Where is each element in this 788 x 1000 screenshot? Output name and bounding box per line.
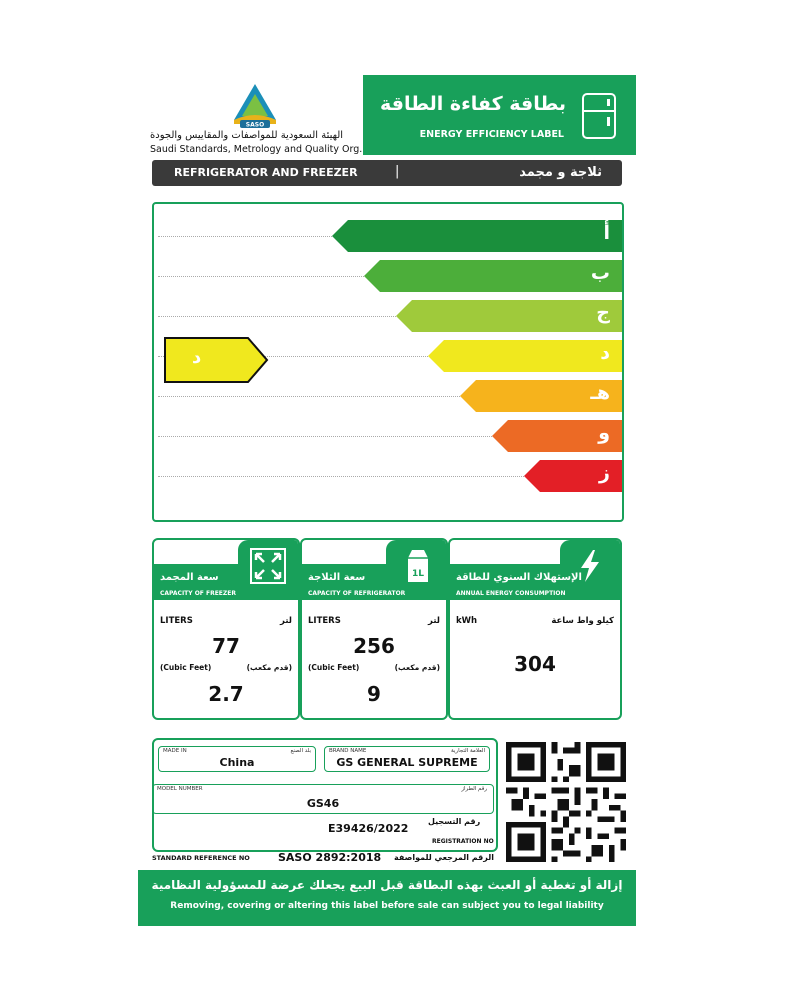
class-c-arrow bbox=[396, 300, 622, 332]
category-bar bbox=[152, 160, 622, 186]
registration-label-en: REGISTRATION NO bbox=[432, 838, 494, 845]
freezer-unit-ar: لتر bbox=[280, 616, 292, 626]
warning-en: Removing, covering or altering this label before sale can subject you to legal liability bbox=[170, 901, 604, 911]
freezer-unit-en: LITERS bbox=[160, 616, 193, 626]
refrigerator-title-en: CAPACITY OF REFRIGERATOR bbox=[308, 590, 406, 597]
brand-value: GS GENERAL SUPREME bbox=[336, 756, 478, 769]
made-in-label-en: MADE IN bbox=[163, 748, 187, 754]
class-e-label: هـ bbox=[590, 382, 610, 404]
class-b-arrow bbox=[364, 260, 622, 292]
class-f-label: و bbox=[598, 422, 610, 444]
refrigerator-liters: 256 bbox=[353, 634, 395, 658]
refrigerator-cf-en: (Cubic Feet) bbox=[308, 663, 360, 672]
refrigerator-unit-en: LITERS bbox=[308, 616, 341, 626]
refrigerator-unit-ar: لتر bbox=[428, 616, 440, 626]
org-name-ar: الهيئة السعودية للمواصفات والمقاييس والجودة bbox=[150, 130, 344, 141]
refrigerator-capacity-box bbox=[300, 538, 448, 720]
logo-text: SASO bbox=[245, 121, 265, 128]
standard-label-ar: الرقم المرجعي للمواصفة bbox=[394, 853, 494, 862]
energy-unit-ar: كيلو واط ساعة bbox=[551, 616, 614, 626]
expand-arrows-icon bbox=[250, 548, 286, 584]
freezer-title-ar: سعة المجمد bbox=[160, 572, 219, 583]
refrigerator-title-ar: سعة الثلاجة bbox=[308, 572, 366, 583]
class-b-label: ب bbox=[590, 262, 610, 284]
model-field bbox=[152, 784, 494, 814]
label-header bbox=[363, 75, 636, 155]
freezer-title-en: CAPACITY OF FREEZER bbox=[160, 590, 236, 597]
brand-field bbox=[324, 746, 490, 772]
brand-label-ar: العلامة التجارية bbox=[450, 748, 485, 754]
freezer-cubic-feet: 2.7 bbox=[208, 682, 244, 706]
saso-logo-icon bbox=[230, 80, 280, 128]
class-a-arrow bbox=[332, 220, 622, 252]
freezer-liters: 77 bbox=[212, 634, 240, 658]
energy-unit-en: kWh bbox=[456, 616, 478, 626]
refrigerator-cubic-feet: 9 bbox=[367, 682, 381, 706]
fridge-icon bbox=[582, 93, 616, 139]
model-value: GS46 bbox=[306, 797, 340, 810]
legal-warning-footer bbox=[138, 870, 636, 926]
class-a-label: أ bbox=[603, 222, 610, 244]
svg-text:1L: 1L bbox=[412, 569, 424, 579]
rating-indicator bbox=[164, 337, 269, 383]
made-in-label-ar: بلد الصنع bbox=[290, 748, 311, 754]
category-ar: ثلاجة و مجمد bbox=[519, 165, 602, 180]
class-g-label: ز bbox=[599, 462, 610, 484]
milk-carton-icon bbox=[398, 548, 434, 584]
category-en: REFRIGERATOR AND FREEZER bbox=[174, 166, 358, 179]
freezer-capacity-box bbox=[152, 538, 300, 720]
class-d-arrow bbox=[428, 340, 622, 372]
class-d-label: د bbox=[600, 342, 610, 364]
brand-label-en: BRAND NAME bbox=[329, 748, 367, 754]
label-title-en: ENERGY EFFICIENCY LABEL bbox=[419, 129, 564, 140]
model-label-ar: رقم الطراز bbox=[461, 786, 487, 792]
efficiency-scale bbox=[152, 202, 624, 522]
energy-label bbox=[138, 72, 636, 926]
energy-value: 304 bbox=[514, 652, 556, 676]
org-name-en: Saudi Standards, Metrology and Quality Org. bbox=[150, 144, 363, 155]
freezer-cf-ar: (قدم مكعب) bbox=[246, 663, 292, 672]
standard-label-en: STANDARD REFERENCE NO bbox=[152, 854, 250, 862]
registration-label-ar: رقم التسجيل bbox=[428, 817, 481, 826]
energy-title-en: ANNUAL ENERGY CONSUMPTION bbox=[456, 590, 566, 597]
qr-code-icon bbox=[506, 742, 626, 862]
standard-ref: SASO 2892:2018 bbox=[278, 851, 382, 864]
class-c-label: ج bbox=[596, 302, 610, 324]
model-label-en: MODEL NUMBER bbox=[157, 786, 203, 792]
rating-label: د bbox=[192, 347, 202, 368]
freezer-cf-en: (Cubic Feet) bbox=[160, 663, 212, 672]
made-in-field bbox=[158, 746, 316, 772]
energy-title-ar: الإستهلاك السنوي للطاقة bbox=[456, 572, 582, 583]
label-title-ar: بطاقة كفاءة الطاقة bbox=[379, 93, 566, 115]
refrigerator-cf-ar: (قدم مكعب) bbox=[394, 663, 440, 672]
registration-no: E39426/2022 bbox=[328, 822, 409, 835]
made-in-value: China bbox=[219, 756, 255, 769]
warning-ar: إزالة أو تغطية أو العبث بهذه البطاقة قبل البيع يجعلك عرضة للمسؤولية النظامية bbox=[151, 878, 623, 892]
energy-consumption-box bbox=[448, 538, 622, 720]
category-separator: | bbox=[395, 164, 400, 179]
